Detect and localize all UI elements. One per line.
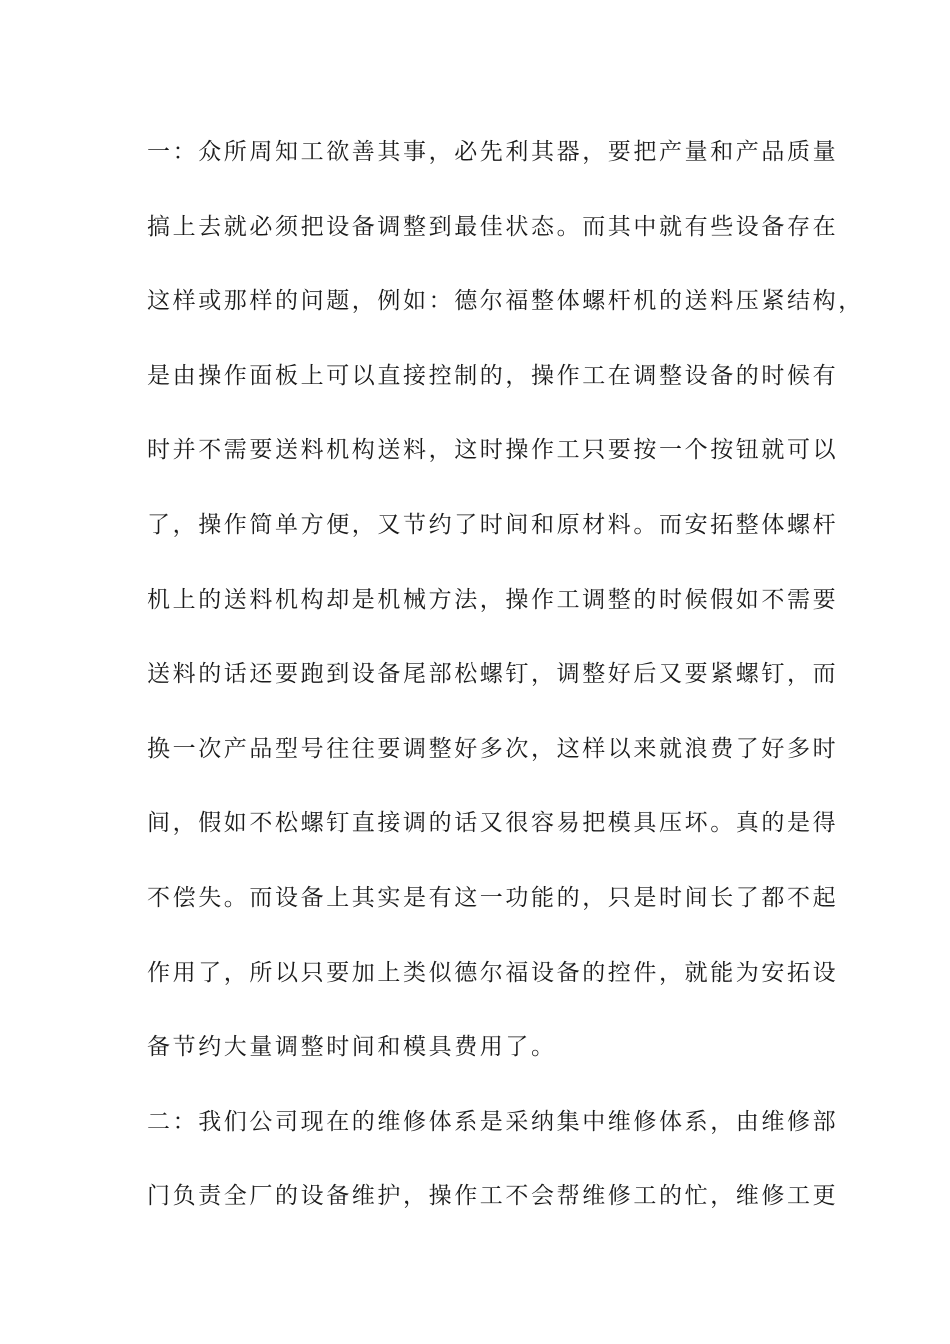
text-line-10: 间，假如不松螺钉直接调的话又很容易把模具压坏。真的是得 <box>147 810 839 837</box>
text-line-1: 一：众所周知工欲善其事，必先利其器，要把产量和产品质量 <box>147 139 839 165</box>
text-line-14: 二：我们公司现在的维修体系是采纳集中维修体系，由维修部 <box>147 1108 839 1135</box>
text-line-9: 换一次产品型号往往要调整好多次，这样以来就浪费了好多时 <box>147 735 839 762</box>
text-line-11: 不偿失。而设备上其实是有这一功能的，只是时间长了都不起 <box>147 884 839 911</box>
text-line-5: 时并不需要送料机构送料，这时操作工只要按一个按钮就可以 <box>147 437 839 464</box>
text-line-13: 备节约大量调整时间和模具费用了。 <box>147 1034 557 1061</box>
text-line-2: 搞上去就必须把设备调整到最佳状态。而其中就有些设备存在 <box>147 213 839 240</box>
text-line-4: 是由操作面板上可以直接控制的，操作工在调整设备的时候有 <box>147 362 839 389</box>
body-text <box>147 132 864 1251</box>
text-line-6: 了，操作简单方便，又节约了时间和原材料。而安拓整体螺杆 <box>147 511 839 538</box>
text-line-3: 这样或那样的问题，例如：德尔福整体螺杆机的送料压紧结构， <box>147 288 864 315</box>
text-line-12: 作用了，所以只要加上类似德尔福设备的控件，就能为安拓设 <box>147 959 839 986</box>
text-line-8: 送料的话还要跑到设备尾部松螺钉，调整好后又要紧螺钉，而 <box>147 661 839 688</box>
text-line-7: 机上的送料机构却是机械方法，操作工调整的时候假如不需要 <box>147 586 839 613</box>
text-line-15: 门负责全厂的设备维护，操作工不会帮维修工的忙，维修工更 <box>147 1183 839 1210</box>
